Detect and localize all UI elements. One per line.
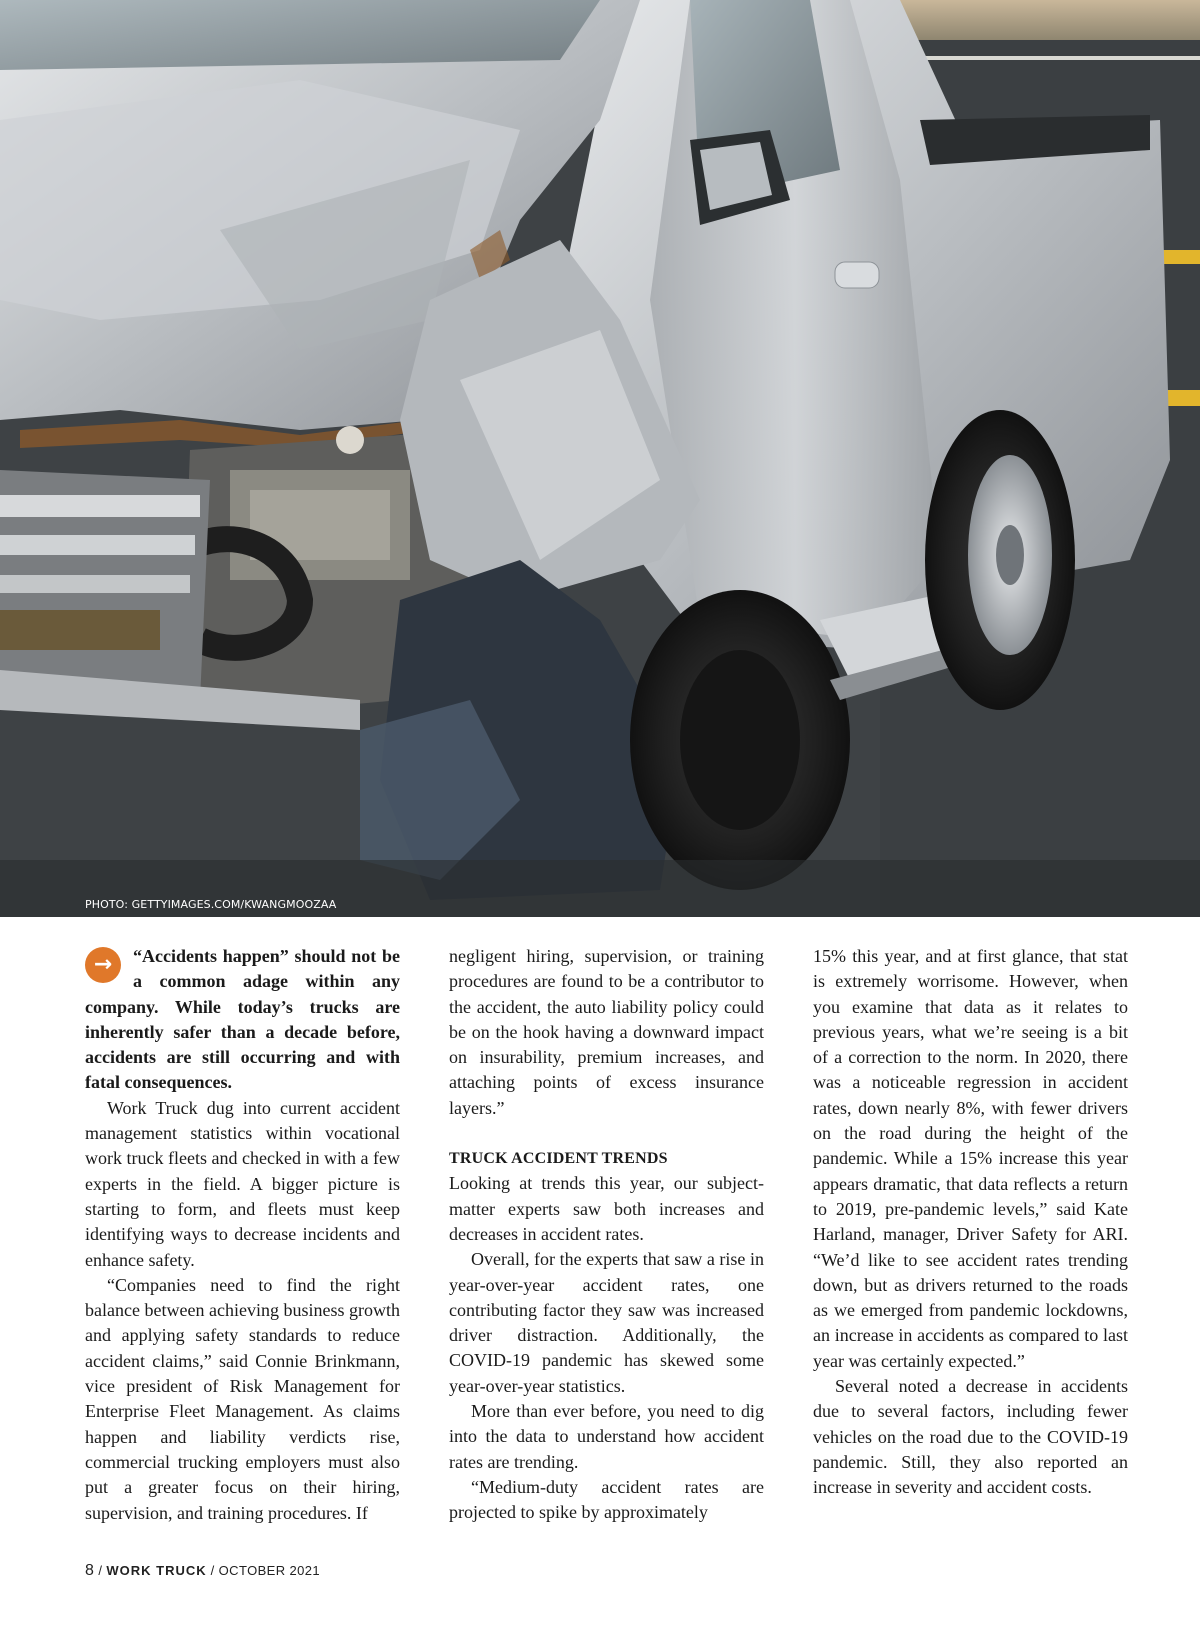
magazine-name: WORK TRUCK [106, 1563, 207, 1578]
body-paragraph: Several noted a decrease in accidents due to several factors, including fewer vehicles on the road due to the COVID-19 pandemic. Still, they also reported an increase in severity and accident costs. [813, 1376, 1128, 1498]
body-paragraph: 15% this year, and at first glance, that stat is extremely worrisome. However, when you examine that data as it relates to previous years, what we’re seeing is a bit of a correction to the norm. In 2020, there was a noticeable regression in accident rates, down nearly 8%, with fewer drivers on the road during the height of the pandemic. While a 15% increase this year appears dramatic, that data reflects a return to 2019, pre-pandemic levels,” said Kate Harland, manager, Driver Safety for ARI. “We’d like to see accident rates trending down, but as drivers returned to the roads as we emerged from pandemic lockdowns, an increase in accidents as compared to last year was certainly expected.” [813, 946, 1128, 1371]
page-number: 8 [85, 1562, 95, 1579]
body-paragraph: Overall, for the experts that saw a rise in year-over-year accident rates, one contributing factor they saw was increased driver distraction. Additionally, the COVID-19 pandemic has skewed some year-over-year statistics. [449, 1249, 764, 1396]
page-folio [85, 1562, 320, 1580]
photo-credit: PHOTO: GETTYIMAGES.COM/KWANGMOOZAA [85, 898, 337, 911]
folio-separator: / [94, 1563, 107, 1578]
article-column-1 [85, 944, 400, 1526]
lead-paragraph [85, 944, 400, 1096]
body-paragraph: Looking at trends this year, our subject-matter experts saw both increases and decreases in accident rates. [449, 1173, 764, 1244]
folio-separator: / [206, 1563, 219, 1578]
body-paragraph: “Medium-duty accident rates are projected to spike by approximately [449, 1476, 764, 1523]
lead-text: “Accidents happen” should not be a common adage within any company. While today’s trucks are inherently safer than a decade before, accidents are still occurring and with fatal consequences. [85, 946, 400, 1093]
section-subhead: TRUCK ACCIDENT TRENDS [449, 1150, 668, 1168]
article-column-3 [813, 944, 1128, 1501]
body-paragraph: More than ever before, you need to dig into the data to understand how accident rates are trending. [449, 1401, 764, 1472]
article-column-2 [449, 944, 764, 1526]
body-paragraph: negligent hiring, supervision, or training procedures are found to be a contributor to the accident, the auto liability policy could be on the hook having a downward impact on insurability, premium increases, and attaching points of excess insurance layers.” [449, 946, 764, 1118]
issue-date: OCTOBER 2021 [218, 1563, 321, 1578]
body-paragraph: “Companies need to find the right balance between achieving business growth and applying safety standards to reduce accident claims,” said Connie Brinkmann, vice president of Risk Management for Enterprise Fleet Management. As claims happen and liability verdicts rise, commercial trucking employers must also put a greater focus on their hiring, supervision, and training procedures. If [85, 1274, 400, 1523]
arrow-right-icon: → [85, 947, 121, 983]
body-paragraph: Work Truck dug into current accident management statistics within vocational work truck fleets and checked in with a few experts in the field. A bigger picture is starting to form, and fleets must keep identifying ways to decrease incidents and enhance safety. [85, 1097, 400, 1270]
